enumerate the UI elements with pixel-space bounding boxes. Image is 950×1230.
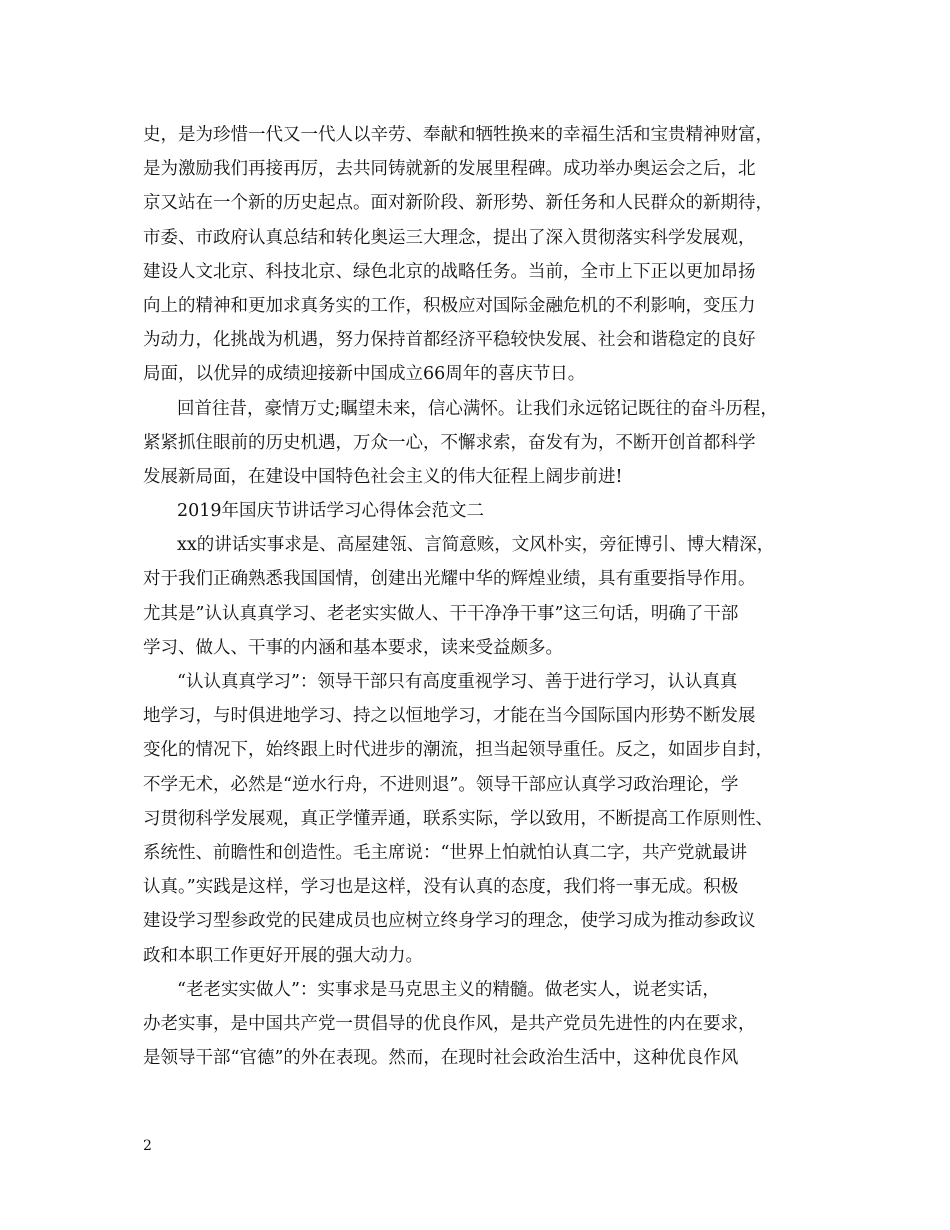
text-line: 对于我们正确熟悉我国国情，创建出光耀中华的辉煌业绩，具有重要指导作用。 <box>143 569 756 590</box>
text-line: 系统性、前瞻性和创造性。毛主席说：“世界上怕就怕认真二字，共产党就最讲 <box>143 842 747 863</box>
text-line: 发展新局面，在建设中国特色社会主义的伟大征程上阔步前进! <box>143 466 623 487</box>
text-line: 是为激励我们再接再厉，去共同铸就新的发展里程碑。成功举办奥运会之后，北 <box>143 159 756 180</box>
text-line: 为动力，化挑战为机遇，努力保持首都经济平稳较快发展、社会和谐稳定的良好 <box>143 330 756 351</box>
text-line: 变化的情况下，始终跟上时代进步的潮流，担当起领导重任。反之，如固步自封， <box>143 740 773 761</box>
text-line: 地学习，与时俱进地学习、持之以恒地学习，才能在当今国际国内形势不断发展 <box>143 706 756 727</box>
text-line: 是领导干部“官德”的外在表现。然而，在现时社会政治生活中，这种优良作风 <box>143 1048 739 1069</box>
text-line: 学习、做人、干事的内涵和基本要求，读来受益颇多。 <box>143 637 563 658</box>
text-line: 不学无术，必然是“逆水行舟，不进则退”。领导干部应认真学习政治理论，学 <box>143 774 739 795</box>
text-line: 认真。”实践是这样，学习也是这样，没有认真的态度，我们将一事无成。积极 <box>143 877 739 898</box>
text-line: 政和本职工作更好开展的强大动力。 <box>143 945 423 966</box>
text-line: 建设学习型参政党的民建成员也应树立终身学习的理念，使学习成为推动参政议 <box>143 911 756 932</box>
document-body <box>143 118 823 1075</box>
text-line: 回首往昔，豪情万丈;瞩望未来，信心满怀。让我们永远铭记既往的奋斗历程， <box>177 398 778 419</box>
text-line: 局面，以优异的成绩迎接新中国成立66周年的喜庆节日。 <box>143 364 586 385</box>
text-line: “老老实实做人”：实事求是马克思主义的精髓。做老实人，说老实话， <box>177 979 720 1000</box>
text-line: 史，是为珍惜一代又一代人以辛劳、奉献和牺牲换来的幸福生活和宝贵精神财富， <box>143 125 773 145</box>
text-line: 尤其是”认认真真学习、老老实实做人、干干净净干事”这三句话，明确了干部 <box>143 603 739 624</box>
text-line: 京又站在一个新的历史起点。面对新阶段、新形势、新任务和人民群众的新期待， <box>143 193 773 214</box>
text-line: 向上的精神和更加求真务实的工作，积极应对国际金融危机的不利影响，变压力 <box>143 295 756 316</box>
text-line: 市委、市政府认真总结和转化奥运三大理念，提出了深入贯彻落实科学发展观， <box>143 227 756 248</box>
text-line: 建设人文北京、科技北京、绿色北京的战略任务。当前，全市上下正以更加昂扬 <box>143 261 756 282</box>
text-line: 紧紧抓住眼前的历史机遇，万众一心，不懈求索，奋发有为，不断开创首都科学 <box>143 432 756 453</box>
page-number: 2 <box>143 1138 152 1154</box>
text-line: “认认真真学习”：领导干部只有高度重视学习、善于进行学习，认认真真 <box>177 672 738 692</box>
text-line: 办老实事，是中国共产党一贯倡导的优良作风，是共产党员先进性的内在要求， <box>143 1013 756 1034</box>
text-line: xx的讲话实事求是、高屋建瓴、言简意赅，文风朴实，旁征博引、博大精深， <box>177 535 775 556</box>
text-line: 习贯彻科学发展观，真正学懂弄通，联系实际，学以致用，不断提高工作原则性、 <box>143 808 773 829</box>
text-line: 2019年国庆节讲话学习心得体会范文二 <box>177 501 485 522</box>
